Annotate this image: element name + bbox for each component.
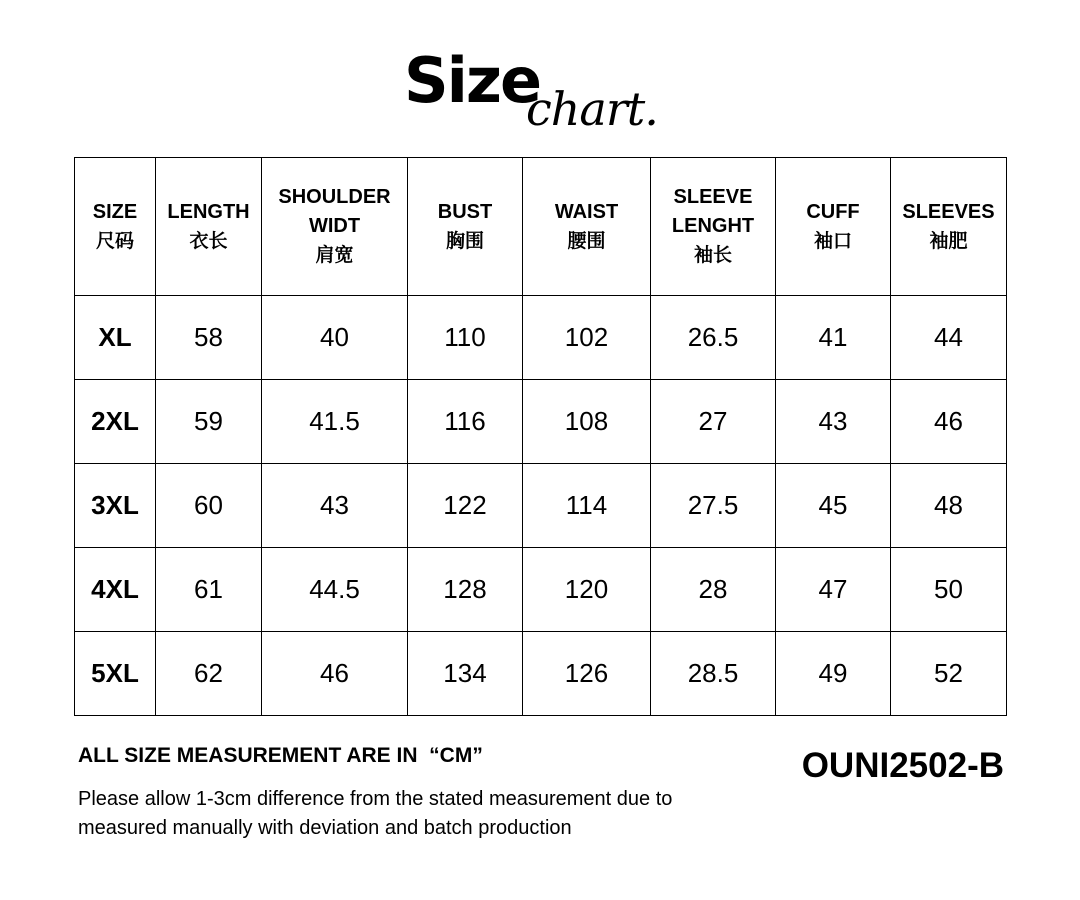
table-cell: 40 [262, 296, 408, 380]
title-size-word: Size [404, 44, 541, 117]
header-cuff: CUFF 袖口 [776, 158, 891, 296]
table-cell: 43 [262, 464, 408, 548]
table-cell: 110 [408, 296, 523, 380]
table-cell: 48 [891, 464, 1007, 548]
header-sleeves: SLEEVES 袖肥 [891, 158, 1007, 296]
header-bust: BUST 胸围 [408, 158, 523, 296]
disclaimer-line-2: measured manually with deviation and batch production [78, 817, 572, 839]
table-cell: 134 [408, 632, 523, 716]
table-cell: 120 [523, 548, 651, 632]
table-cell: 59 [156, 380, 262, 464]
measurement-unit-note: ALL SIZE MEASUREMENT ARE IN “CM” [78, 744, 483, 767]
header-size: SIZE 尺码 [75, 158, 156, 296]
header-shoulder-width: SHOULDER WIDT 肩宽 [262, 158, 408, 296]
table-cell: 50 [891, 548, 1007, 632]
header-sleeve-length: SLEEVE LENGHT 袖长 [651, 158, 776, 296]
size-cell: 4XL [75, 548, 156, 632]
table-cell: 27.5 [651, 464, 776, 548]
table-cell: 122 [408, 464, 523, 548]
header-length: LENGTH 衣长 [156, 158, 262, 296]
size-chart-title [0, 44, 1080, 148]
table-row [75, 548, 1007, 632]
table-cell: 46 [891, 380, 1007, 464]
table-cell: 60 [156, 464, 262, 548]
header-waist: WAIST 腰围 [523, 158, 651, 296]
table-row [75, 632, 1007, 716]
size-cell: 5XL [75, 632, 156, 716]
table-header-row [75, 158, 1007, 296]
table-row [75, 464, 1007, 548]
table-cell: 49 [776, 632, 891, 716]
table-cell: 44.5 [262, 548, 408, 632]
table-cell: 52 [891, 632, 1007, 716]
table-cell: 45 [776, 464, 891, 548]
disclaimer-line-1: Please allow 1-3cm difference from the stated measurement due to [78, 788, 673, 810]
product-code: OUNI2502-B [801, 746, 1004, 785]
table-cell: 46 [262, 632, 408, 716]
table-cell: 108 [523, 380, 651, 464]
table-cell: 126 [523, 632, 651, 716]
table-cell: 62 [156, 632, 262, 716]
table-cell: 58 [156, 296, 262, 380]
table-cell: 41.5 [262, 380, 408, 464]
table-cell: 28.5 [651, 632, 776, 716]
table-row [75, 296, 1007, 380]
table-cell: 43 [776, 380, 891, 464]
table-cell: 26.5 [651, 296, 776, 380]
table-cell: 28 [651, 548, 776, 632]
table-cell: 128 [408, 548, 523, 632]
table-cell: 61 [156, 548, 262, 632]
table-cell: 114 [523, 464, 651, 548]
size-cell: 2XL [75, 380, 156, 464]
size-table [74, 157, 1007, 716]
size-cell: XL [75, 296, 156, 380]
table-cell: 116 [408, 380, 523, 464]
title-chart-word: chart. [526, 82, 658, 136]
table-row [75, 380, 1007, 464]
table-cell: 47 [776, 548, 891, 632]
table-cell: 44 [891, 296, 1007, 380]
table-cell: 102 [523, 296, 651, 380]
measurement-disclaimer [78, 785, 758, 843]
size-cell: 3XL [75, 464, 156, 548]
table-cell: 41 [776, 296, 891, 380]
table-cell: 27 [651, 380, 776, 464]
